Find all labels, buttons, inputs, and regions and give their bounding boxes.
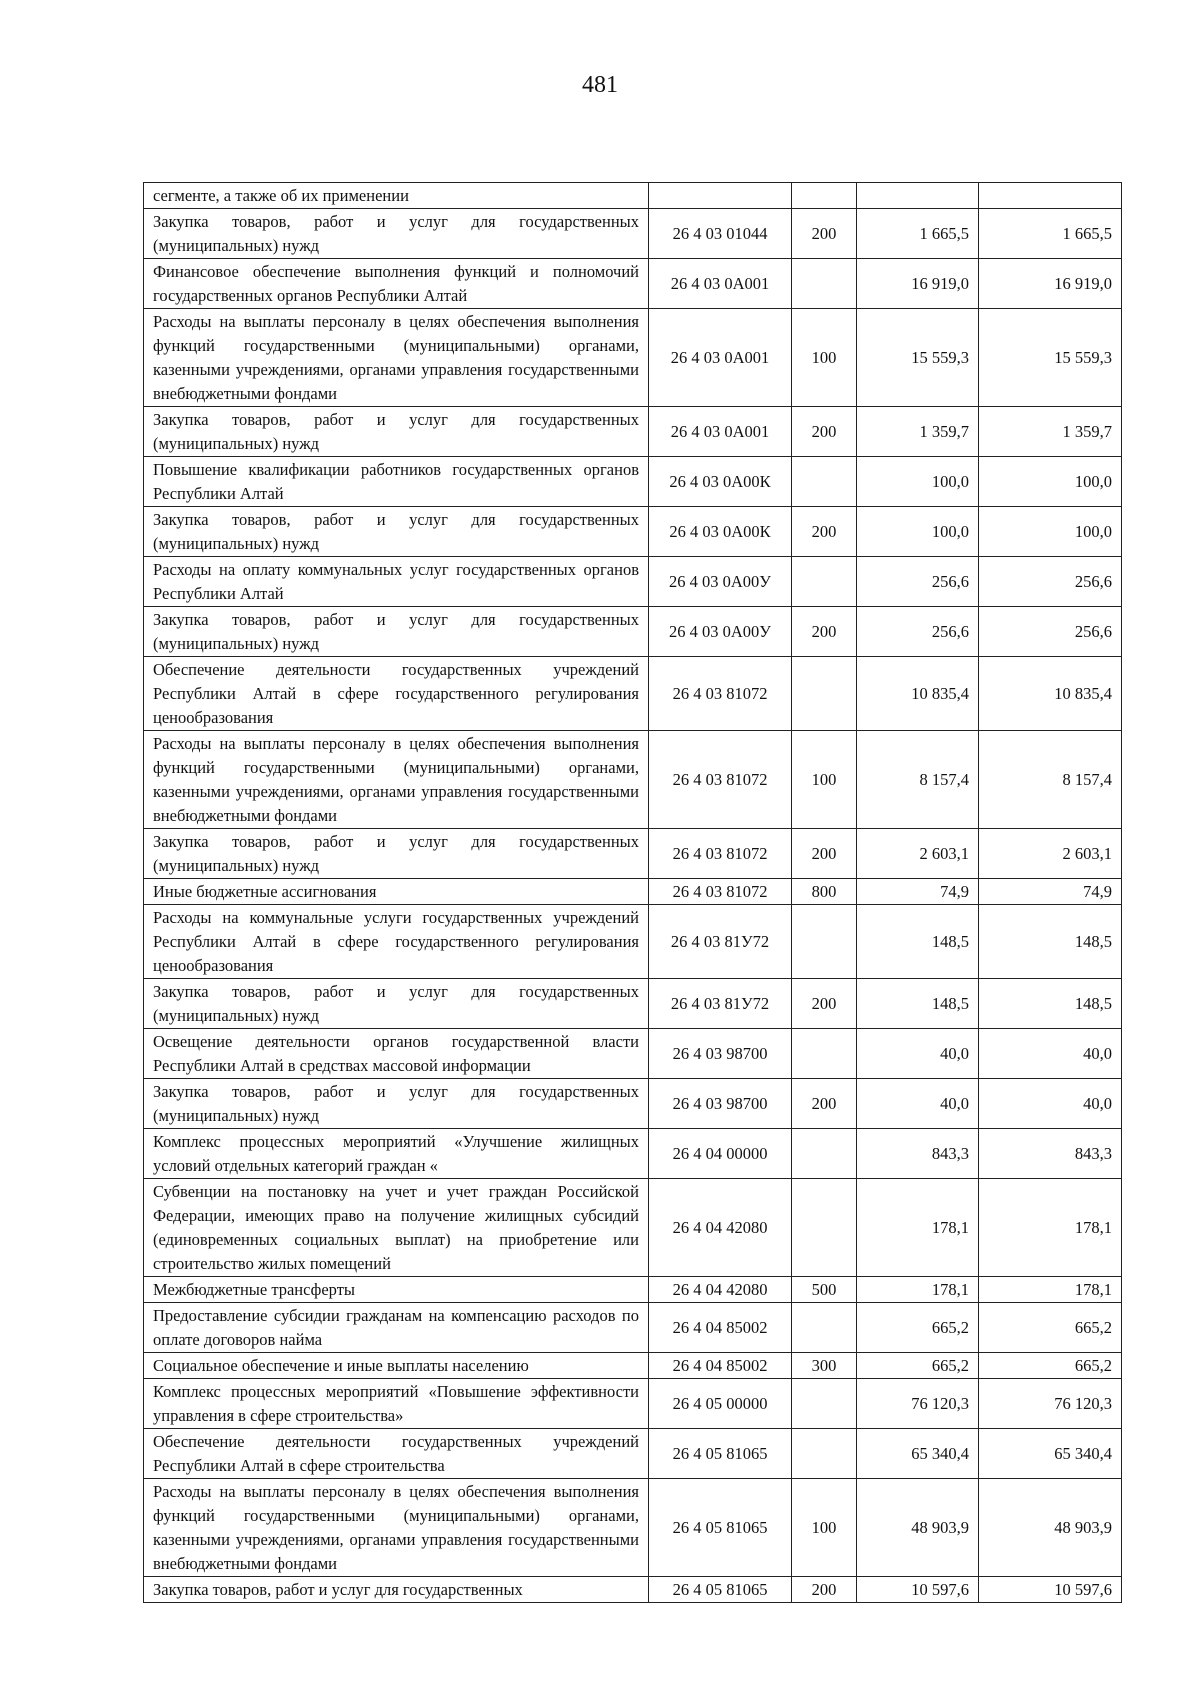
target-article-code-cell: 26 4 05 81065 [649,1577,792,1603]
budget-table-body [144,183,1122,1603]
amount-year2-cell: 843,3 [979,1129,1122,1179]
table-row [144,1179,1122,1277]
table-row [144,731,1122,829]
amount-year1-cell: 843,3 [857,1129,979,1179]
amount-year1-cell: 256,6 [857,607,979,657]
expense-type-cell: 200 [792,507,857,557]
amount-year2-cell: 10 597,6 [979,1577,1122,1603]
table-row [144,309,1122,407]
amount-year1-cell: 48 903,9 [857,1479,979,1577]
expense-type-cell [792,1129,857,1179]
amount-year2-cell: 178,1 [979,1277,1122,1303]
expense-type-cell: 500 [792,1277,857,1303]
expense-type-cell: 100 [792,1479,857,1577]
amount-year2-cell: 8 157,4 [979,731,1122,829]
expense-name-cell: Иные бюджетные ассигнования [144,879,649,905]
target-article-code-cell: 26 4 03 81072 [649,879,792,905]
expense-name-cell: Освещение деятельности органов государственной власти Республики Алтай в средствах массовой информации [144,1029,649,1079]
table-row [144,1353,1122,1379]
amount-year2-cell: 665,2 [979,1303,1122,1353]
amount-year1-cell: 16 919,0 [857,259,979,309]
page-number: 481 [582,72,618,98]
target-article-code-cell: 26 4 04 85002 [649,1353,792,1379]
expense-type-cell [792,1179,857,1277]
table-row [144,407,1122,457]
expense-name-cell: Межбюджетные трансферты [144,1277,649,1303]
target-article-code-cell: 26 4 03 81072 [649,657,792,731]
amount-year1-cell: 100,0 [857,457,979,507]
expense-type-cell [792,1029,857,1079]
expense-type-cell [792,557,857,607]
table-row [144,1079,1122,1129]
amount-year1-cell: 10 597,6 [857,1577,979,1603]
target-article-code-cell: 26 4 04 00000 [649,1129,792,1179]
amount-year2-cell [979,183,1122,209]
expense-type-cell [792,457,857,507]
amount-year1-cell: 1 359,7 [857,407,979,457]
expense-name-cell: Закупка товаров, работ и услуг для государственных (муниципальных) нужд [144,607,649,657]
expense-name-cell: Расходы на выплаты персоналу в целях обеспечения выполнения функций государственными (муниципальными) органами, казенными учреждениями, органами управления государственными внебюджетными фондами [144,1479,649,1577]
amount-year1-cell: 40,0 [857,1029,979,1079]
expense-name-cell: Расходы на коммунальные услуги государственных учреждений Республики Алтай в сфере государственного регулирования ценообразования [144,905,649,979]
expense-name-cell: Закупка товаров, работ и услуг для государственных (муниципальных) нужд [144,1079,649,1129]
amount-year2-cell: 256,6 [979,607,1122,657]
expense-type-cell [792,657,857,731]
target-article-code-cell: 26 4 03 81У72 [649,979,792,1029]
expense-type-cell: 200 [792,829,857,879]
expense-name-cell: Закупка товаров, работ и услуг для государственных (муниципальных) нужд [144,979,649,1029]
amount-year2-cell: 665,2 [979,1353,1122,1379]
target-article-code-cell: 26 4 03 0А00У [649,557,792,607]
expense-name-cell: Обеспечение деятельности государственных учреждений Республики Алтай в сфере государственного регулирования ценообразования [144,657,649,731]
amount-year2-cell: 65 340,4 [979,1429,1122,1479]
table-row [144,1429,1122,1479]
expense-type-cell: 200 [792,607,857,657]
amount-year2-cell: 148,5 [979,979,1122,1029]
target-article-code-cell: 26 4 03 01044 [649,209,792,259]
expense-name-cell: Комплекс процессных мероприятий «Повышение эффективности управления в сфере строительства» [144,1379,649,1429]
expense-type-cell [792,1379,857,1429]
expense-type-cell: 200 [792,407,857,457]
amount-year1-cell: 74,9 [857,879,979,905]
expense-type-cell [792,259,857,309]
amount-year2-cell: 40,0 [979,1029,1122,1079]
target-article-code-cell: 26 4 03 98700 [649,1079,792,1129]
expense-name-cell: Расходы на оплату коммунальных услуг государственных органов Республики Алтай [144,557,649,607]
amount-year2-cell: 1 359,7 [979,407,1122,457]
table-row [144,1303,1122,1353]
expense-type-cell [792,1429,857,1479]
table-row [144,1277,1122,1303]
expense-name-cell: Обеспечение деятельности государственных учреждений Республики Алтай в сфере строительства [144,1429,649,1479]
target-article-code-cell: 26 4 03 0А001 [649,259,792,309]
expense-type-cell [792,183,857,209]
table-row [144,657,1122,731]
expense-name-cell: Закупка товаров, работ и услуг для государственных (муниципальных) нужд [144,829,649,879]
amount-year2-cell: 74,9 [979,879,1122,905]
amount-year2-cell: 15 559,3 [979,309,1122,407]
amount-year1-cell: 178,1 [857,1179,979,1277]
table-row [144,183,1122,209]
amount-year2-cell: 76 120,3 [979,1379,1122,1429]
amount-year2-cell: 148,5 [979,905,1122,979]
amount-year2-cell: 48 903,9 [979,1479,1122,1577]
table-row [144,829,1122,879]
target-article-code-cell: 26 4 03 98700 [649,1029,792,1079]
expense-type-cell [792,905,857,979]
expense-name-cell: Финансовое обеспечение выполнения функций и полномочий государственных органов Республики Алтай [144,259,649,309]
expense-type-cell: 300 [792,1353,857,1379]
amount-year2-cell: 178,1 [979,1179,1122,1277]
table-row [144,1479,1122,1577]
amount-year1-cell: 100,0 [857,507,979,557]
table-row [144,457,1122,507]
expense-type-cell: 200 [792,1577,857,1603]
target-article-code-cell: 26 4 03 0А00У [649,607,792,657]
expense-type-cell: 200 [792,209,857,259]
table-row [144,1029,1122,1079]
amount-year1-cell: 40,0 [857,1079,979,1129]
expense-type-cell: 100 [792,309,857,407]
target-article-code-cell: 26 4 04 42080 [649,1179,792,1277]
target-article-code-cell [649,183,792,209]
amount-year2-cell: 40,0 [979,1079,1122,1129]
amount-year1-cell: 15 559,3 [857,309,979,407]
expense-type-cell [792,1303,857,1353]
amount-year2-cell: 16 919,0 [979,259,1122,309]
amount-year2-cell: 100,0 [979,507,1122,557]
table-row [144,259,1122,309]
table-row [144,1577,1122,1603]
target-article-code-cell: 26 4 05 81065 [649,1429,792,1479]
amount-year1-cell [857,183,979,209]
expense-name-cell: Закупка товаров, работ и услуг для государственных (муниципальных) нужд [144,209,649,259]
expense-name-cell: Повышение квалификации работников государственных органов Республики Алтай [144,457,649,507]
expense-name-cell: Комплекс процессных мероприятий «Улучшение жилищных условий отдельных категорий граждан « [144,1129,649,1179]
amount-year2-cell: 1 665,5 [979,209,1122,259]
amount-year1-cell: 1 665,5 [857,209,979,259]
amount-year1-cell: 256,6 [857,557,979,607]
expense-type-cell: 800 [792,879,857,905]
amount-year1-cell: 148,5 [857,905,979,979]
expense-name-cell: Социальное обеспечение и иные выплаты населению [144,1353,649,1379]
expense-type-cell: 100 [792,731,857,829]
expense-name-cell: сегменте, а также об их применении [144,183,649,209]
target-article-code-cell: 26 4 03 81У72 [649,905,792,979]
table-row [144,879,1122,905]
table-row [144,979,1122,1029]
amount-year2-cell: 256,6 [979,557,1122,607]
amount-year2-cell: 100,0 [979,457,1122,507]
target-article-code-cell: 26 4 04 85002 [649,1303,792,1353]
table-row [144,1129,1122,1179]
target-article-code-cell: 26 4 03 81072 [649,829,792,879]
target-article-code-cell: 26 4 05 81065 [649,1479,792,1577]
amount-year1-cell: 65 340,4 [857,1429,979,1479]
table-row [144,557,1122,607]
expense-name-cell: Закупка товаров, работ и услуг для государственных [144,1577,649,1603]
target-article-code-cell: 26 4 03 0А00К [649,457,792,507]
amount-year1-cell: 2 603,1 [857,829,979,879]
target-article-code-cell: 26 4 05 00000 [649,1379,792,1429]
expense-name-cell: Закупка товаров, работ и услуг для государственных (муниципальных) нужд [144,507,649,557]
expense-name-cell: Закупка товаров, работ и услуг для государственных (муниципальных) нужд [144,407,649,457]
expense-name-cell: Предоставление субсидии гражданам на компенсацию расходов по оплате договоров найма [144,1303,649,1353]
amount-year1-cell: 10 835,4 [857,657,979,731]
table-row [144,905,1122,979]
table-row [144,507,1122,557]
expense-type-cell: 200 [792,1079,857,1129]
budget-table [143,182,1122,1603]
target-article-code-cell: 26 4 03 0А00К [649,507,792,557]
amount-year2-cell: 2 603,1 [979,829,1122,879]
table-row [144,209,1122,259]
amount-year1-cell: 76 120,3 [857,1379,979,1429]
amount-year1-cell: 148,5 [857,979,979,1029]
expense-name-cell: Расходы на выплаты персоналу в целях обеспечения выполнения функций государственными (муниципальными) органами, казенными учреждениями, органами управления государственными внебюджетными фондами [144,309,649,407]
target-article-code-cell: 26 4 04 42080 [649,1277,792,1303]
amount-year2-cell: 10 835,4 [979,657,1122,731]
expense-name-cell: Субвенции на постановку на учет и учет граждан Российской Федерации, имеющих право на получение жилищных субсидий (единовременных социальных выплат) на приобретение или строительство жилых помещений [144,1179,649,1277]
table-row [144,607,1122,657]
target-article-code-cell: 26 4 03 81072 [649,731,792,829]
amount-year1-cell: 665,2 [857,1303,979,1353]
amount-year1-cell: 178,1 [857,1277,979,1303]
amount-year1-cell: 8 157,4 [857,731,979,829]
target-article-code-cell: 26 4 03 0А001 [649,407,792,457]
amount-year1-cell: 665,2 [857,1353,979,1379]
expense-name-cell: Расходы на выплаты персоналу в целях обеспечения выполнения функций государственными (муниципальными) органами, казенными учреждениями, органами управления государственными внебюджетными фондами [144,731,649,829]
expense-type-cell: 200 [792,979,857,1029]
target-article-code-cell: 26 4 03 0А001 [649,309,792,407]
table-row [144,1379,1122,1429]
